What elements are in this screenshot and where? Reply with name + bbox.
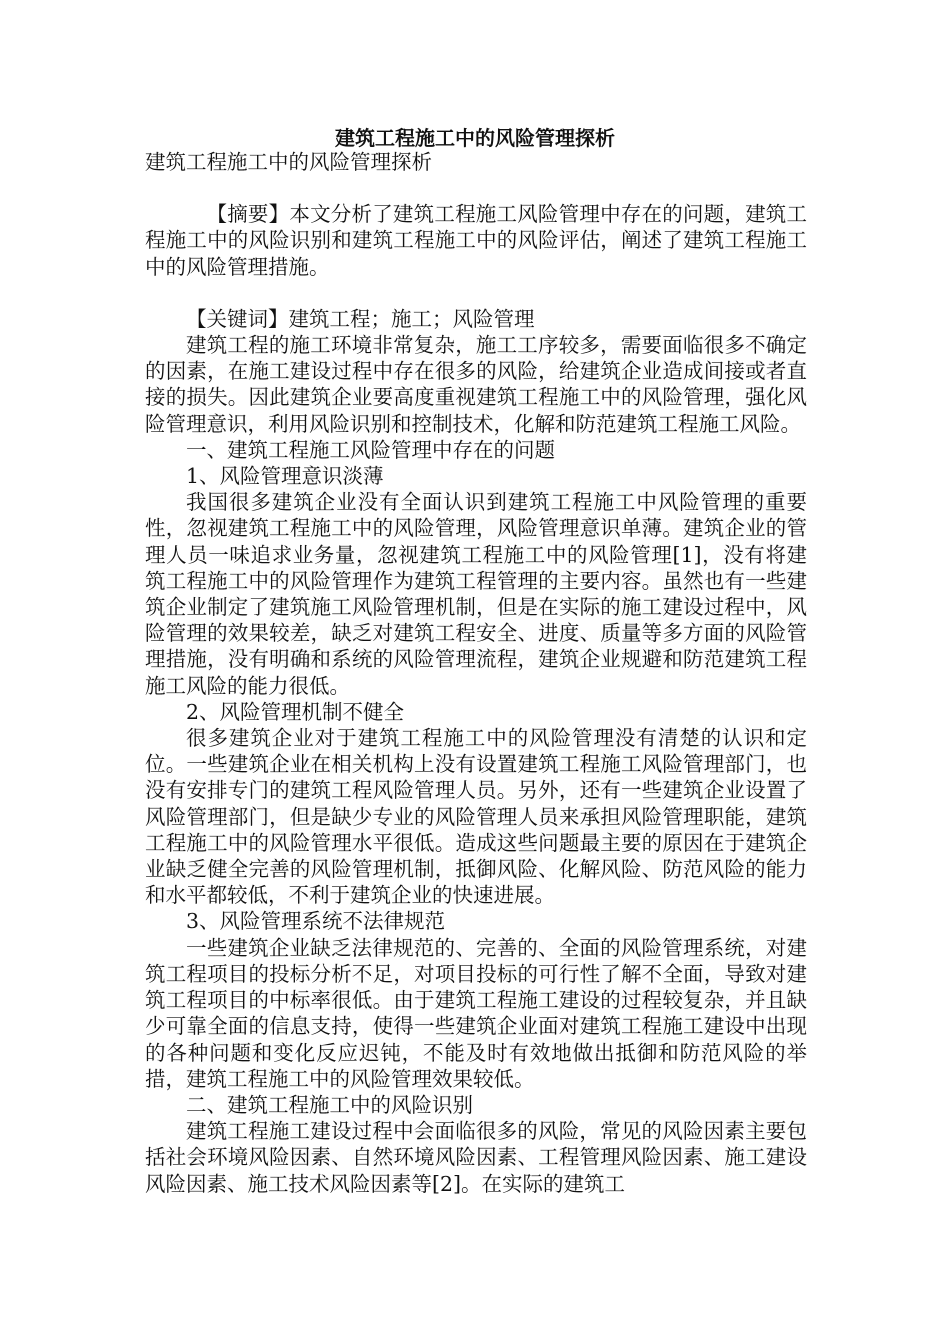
section1-sub2-paragraph: 很多建筑企业对于建筑工程施工中的风险管理没有清楚的认识和定位。一些建筑企业在相关机构上没有设置建筑工程施工风险管理部门，也没有安排专门的建筑工程风险管理人员。另外，还有一些建筑企业设置了风险管理部门，但是缺少专业的风险管理人员来承担风险管理职能，建筑工程施工中的风险管理水平很低。造成这些问题最主要的原因在于建筑企业缺乏健全完善的风险管理机制，抵御风险、化解风险、防范风险的能力和水平都较低，不利于建筑企业的快速进展。 xyxy=(145,726,807,908)
section1-sub1-paragraph: 我国很多建筑企业没有全面认识到建筑工程施工中风险管理的重要性，忽视建筑工程施工中的风险管理，风险管理意识单薄。建筑企业的管理人员一味追求业务量，忽视建筑工程施工中的风险管理[1]，没有将建筑工程施工中的风险管理作为建筑工程管理的主要内容。虽然也有一些建筑企业制定了建筑施工风险管理机制，但是在实际的施工建设过程中，风险管理的效果较差，缺乏对建筑工程安全、进度、质量等多方面的风险管理措施，没有明确和系统的风险管理流程，建筑企业规避和防范建筑工程施工风险的能力很低。 xyxy=(145,490,807,698)
keywords-paragraph: 【关键词】建筑工程；施工；风险管理 xyxy=(186,306,535,331)
section1-sub2-heading: 2、风险管理机制不健全 xyxy=(186,699,405,724)
section1-heading: 一、建筑工程施工风险管理中存在的问题 xyxy=(186,437,555,462)
document-subtitle: 建筑工程施工中的风险管理探析 xyxy=(145,150,432,174)
intro-paragraph: 建筑工程的施工环境非常复杂，施工工序较多，需要面临很多不确定的因素，在施工建设过程中存在很多的风险，给建筑企业造成间接或者直接的损失。因此建筑企业要高度重视建筑工程施工中的风险管理，强化风险管理意识，利用风险识别和控制技术，化解和防范建筑工程施工风险。 xyxy=(145,333,807,436)
document-title: 建筑工程施工中的风险管理探析 xyxy=(335,126,615,150)
section1-sub1-heading: 1、风险管理意识淡薄 xyxy=(186,464,384,489)
section1-sub3-heading: 3、风险管理系统不法律规范 xyxy=(186,909,446,934)
document-body xyxy=(145,149,807,1197)
section2-paragraph: 建筑工程施工建设过程中会面临很多的风险，常见的风险因素主要包括社会环境风险因素、自然环境风险因素、工程管理风险因素、施工建设风险因素、施工技术风险因素等[2]。在实际的建筑工 xyxy=(145,1119,807,1196)
abstract-paragraph: 【摘要】本文分析了建筑工程施工风险管理中存在的问题，建筑工程施工中的风险识别和建筑工程施工中的风险评估，阐述了建筑工程施工中的风险管理措施。 xyxy=(145,202,807,279)
section1-sub3-paragraph: 一些建筑企业缺乏法律规范的、完善的、全面的风险管理系统，对建筑工程项目的投标分析不足，对项目投标的可行性了解不全面，导致对建筑工程项目的中标率很低。由于建筑工程施工建设的过程较复杂，并且缺少可靠全面的信息支持，使得一些建筑企业面对建筑工程施工建设中出现的各种问题和变化反应迟钝，不能及时有效地做出抵御和防范风险的举措，建筑工程施工中的风险管理效果较低。 xyxy=(145,935,807,1091)
section2-heading: 二、建筑工程施工中的风险识别 xyxy=(186,1092,473,1117)
